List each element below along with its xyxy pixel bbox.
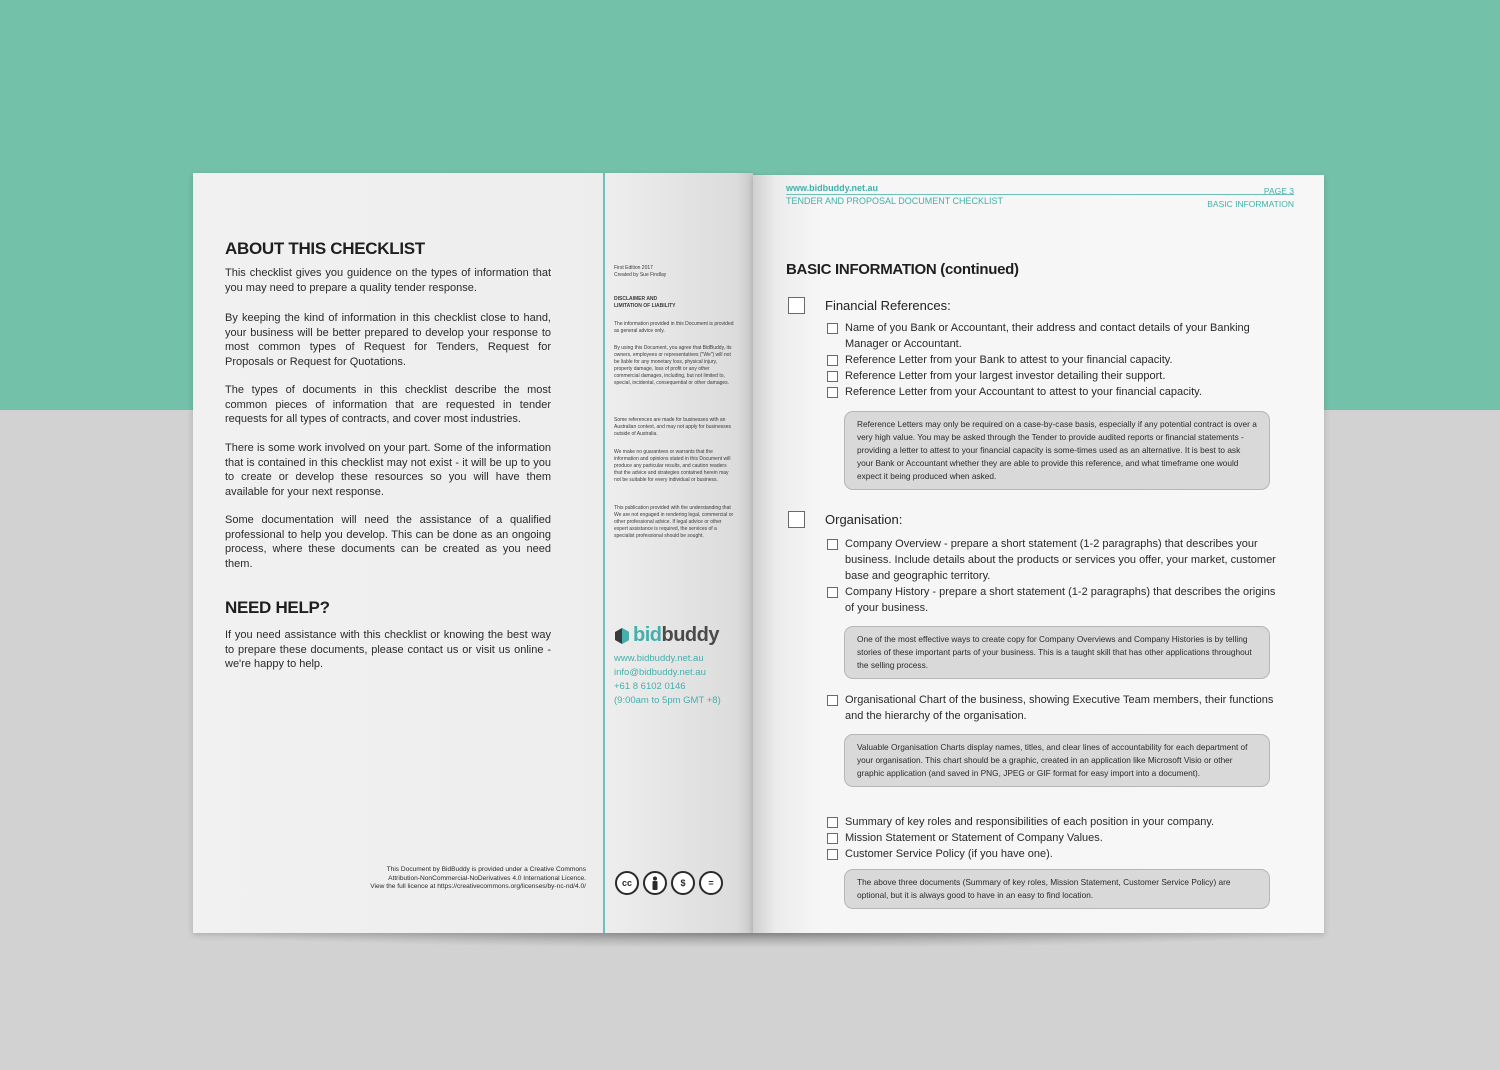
licence-notice xyxy=(303,866,586,892)
about-heading: ABOUT THIS CHECKLIST xyxy=(225,239,425,258)
item-label: Organisational Chart of the business, showing Executive Team members, their functions and the hierarchy of the organisation. xyxy=(845,694,1274,722)
financial-heading-label: Financial References: xyxy=(825,298,951,313)
organisation-heading-label: Organisation: xyxy=(825,512,903,527)
item-checkbox[interactable] xyxy=(827,355,838,366)
page-title: BASIC INFORMATION (continued) xyxy=(786,261,1019,278)
item-label: Mission Statement or Statement of Company Values. xyxy=(845,832,1103,844)
organisation-note: One of the most effective ways to create copy for Company Overviews and Company Histories is by telling stories of these important parts of your business. This is a taught skill that has other applications throughout the selling process. xyxy=(844,626,1270,679)
about-paragraph-3: The types of documents in this checklist describe the most common pieces of information that are requested in tender requests for all types of contracts, and cover most industries. xyxy=(225,384,551,425)
financial-note: Reference Letters may only be required on a case-by-case basis, especially if any potential contract is over a very high value. You may be asked through the Tender to provide audited reports or financial statements - providing a letter to attest to your financial capacity is some-times used as an alternative. It is best to ask your Bank or Accountant whether they are able to provide this reference, and what timeframe one would expect it being produced when asked. xyxy=(844,411,1270,490)
about-paragraph-1: This checklist gives you guidence on the types of information that you may need to prepare a quality tender response. xyxy=(225,267,551,294)
item-checkbox[interactable] xyxy=(827,539,838,550)
teal-divider xyxy=(603,173,605,933)
cc-icon: cc xyxy=(615,871,639,895)
business-hours: (9:00am to 5pm GMT +8) xyxy=(614,695,721,706)
item-checkbox[interactable] xyxy=(827,833,838,844)
logo-mark-icon xyxy=(615,628,629,644)
item-label: Customer Service Policy (if you have one). xyxy=(845,848,1053,860)
nd-icon: = xyxy=(699,871,723,895)
by-icon xyxy=(643,871,667,895)
item-checkbox[interactable] xyxy=(827,387,838,398)
item-label: Name of you Bank or Accountant, their address and contact details of your Banking Manager or Accountant. xyxy=(845,322,1250,350)
checklist-item xyxy=(827,692,1285,724)
licence-line: This Document by BidBuddy is provided under a Creative Commons xyxy=(386,866,586,873)
header-title: TENDER AND PROPOSAL DOCUMENT CHECKLIST xyxy=(786,196,1004,206)
disclaimer-paragraph-5: This publication provided with the understanding that We are not engaged in rendering legal, commercial or other professional advice. If legal advice or other expert assistance is required, the services of a specialist professional should be sought. xyxy=(614,505,734,539)
disclaimer-paragraph-1: The information provided in this Document is provided as general advice only. xyxy=(614,321,734,334)
disclaimer-paragraph-4: We make no guarantees or warrants that the information and opinions stated in this Document will produce any particular results, and caution readers that the advice and strategies contained herein may not be suitable for every individual or business. xyxy=(614,449,731,483)
item-label: Company Overview - prepare a short statement (1-2 paragraphs) that describes your business. Include details about the products or services you offer, your market, customer base and geographic territory. xyxy=(845,538,1276,582)
edition-info xyxy=(614,265,736,279)
optional-documents-note: The above three documents (Summary of key roles, Mission Statement, Customer Service Policy) are optional, but it is always good to have in an easy to find location. xyxy=(844,869,1270,909)
checklist-item xyxy=(827,352,1285,368)
checklist-item xyxy=(827,536,1285,584)
financial-section-heading xyxy=(788,297,951,314)
disclaimer-paragraph-3: Some references are made for businesses with an Australian context, and may not apply for businesses outside of Australia. xyxy=(614,417,732,437)
item-checkbox[interactable] xyxy=(827,849,838,860)
item-label: Summary of key roles and responsibilities of each position in your company. xyxy=(845,816,1215,828)
item-checkbox[interactable] xyxy=(827,695,838,706)
nc-icon: $ xyxy=(671,871,695,895)
item-label: Reference Letter from your largest investor detailing their support. xyxy=(845,370,1166,382)
help-heading: NEED HELP? xyxy=(225,598,330,617)
checklist-item xyxy=(827,846,1285,862)
website-link[interactable]: www.bidbuddy.net.au xyxy=(614,653,704,664)
section-label: BASIC INFORMATION xyxy=(1207,199,1294,209)
page-number: PAGE 3 xyxy=(1263,186,1294,196)
organisation-section-heading xyxy=(788,511,902,528)
left-page xyxy=(193,173,753,933)
item-label: Company History - prepare a short statement (1-2 paragraphs) that describes the origins of your business. xyxy=(845,586,1276,614)
disclaimer-heading-line: LIMITATION OF LIABILITY xyxy=(614,303,676,309)
about-paragraph-5: Some documentation will need the assistance of a qualified professional to help you develop. This can be done as an ongoing process, where these documents can be created as you need them. xyxy=(225,514,551,570)
header-rule xyxy=(786,194,1294,195)
item-label: Reference Letter from your Accountant to attest to your financial capacity. xyxy=(845,386,1202,398)
contact-details xyxy=(614,652,721,708)
logo-part-buddy: buddy xyxy=(661,624,719,646)
phone-number: +61 8 6102 0146 xyxy=(614,681,686,692)
about-paragraph-2: By keeping the kind of information in this checklist close to hand, your business will be better prepared to develop your response to most common types of Request for Tenders, Request for Proposals or Request for Quotations. xyxy=(225,312,551,368)
checklist-item xyxy=(827,384,1285,400)
email-link[interactable]: info@bidbuddy.net.au xyxy=(614,667,706,678)
licence-link[interactable]: View the full licence at https://creativecommons.org/licenses/by-nc-nd/4.0/ xyxy=(370,883,586,890)
help-paragraph: If you need assistance with this checklist or knowing the best way to prepare these documents, please contact us or visit us online - we're happy to help. xyxy=(225,629,551,670)
checklist-item xyxy=(827,814,1285,830)
item-label: Reference Letter from your Bank to attest to your financial capacity. xyxy=(845,354,1173,366)
org-chart-note: Valuable Organisation Charts display names, titles, and clear lines of accountability for each department of your organisation. This chart should be a graphic, created in an application like Microsoft Visio or other graphic application (and saved in PNG, JPEG or GIF format for easy import into a document). xyxy=(844,734,1270,787)
financial-section-checkbox[interactable] xyxy=(788,297,805,314)
item-checkbox[interactable] xyxy=(827,817,838,828)
logo-wordmark xyxy=(633,624,719,647)
right-page xyxy=(753,175,1324,933)
item-checkbox[interactable] xyxy=(827,371,838,382)
logo-part-bid: bid xyxy=(633,624,662,646)
disclaimer-heading-line: DISCLAIMER AND xyxy=(614,296,658,302)
disclaimer-heading xyxy=(614,296,736,310)
licence-line: Attribution-NonCommercial-NoDerivatives 4.0 International Licence. xyxy=(388,874,586,882)
disclaimer-paragraph-2: By using this Document, you agree that BidBuddy, its owners, employees or representatives ("We") will not be liable for any monetary loss, physical injury, property damage, loss of profit or any other commercial damages, including, but not limited to, special, incidental, consequential or other damages. xyxy=(614,345,732,386)
checklist-item xyxy=(827,584,1285,616)
header-url[interactable]: www.bidbuddy.net.au xyxy=(786,183,878,193)
author-text: Created by Sue Findlay xyxy=(614,272,667,278)
checklist-item xyxy=(827,320,1285,352)
bidbuddy-logo xyxy=(615,625,725,647)
item-checkbox[interactable] xyxy=(827,587,838,598)
checklist-item xyxy=(827,368,1285,384)
item-checkbox[interactable] xyxy=(827,323,838,334)
checklist-item xyxy=(827,830,1285,846)
edition-text: First Edition 2017 xyxy=(614,265,653,271)
creative-commons-icons xyxy=(615,871,723,895)
organisation-section-checkbox[interactable] xyxy=(788,511,805,528)
about-paragraph-4: There is some work involved on your part. Some of the information that is contained in this checklist may not exist - it will be up to you to create or develop these resources so you will have them available for your next response. xyxy=(225,442,551,498)
